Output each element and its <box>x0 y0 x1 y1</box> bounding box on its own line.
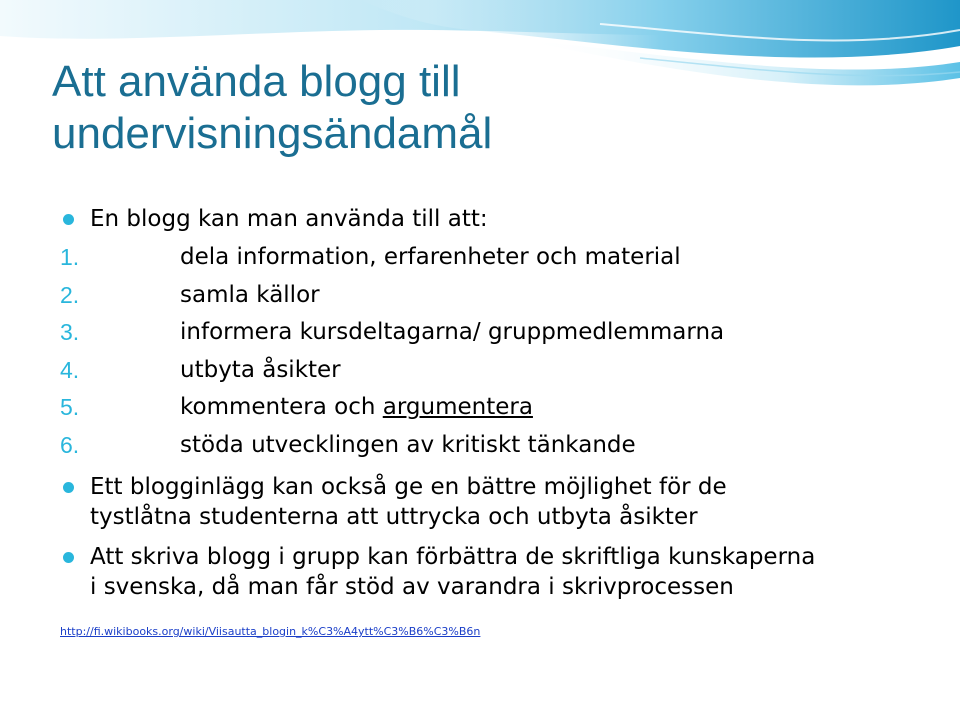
item-text: dela information, erfarenheter och material <box>180 244 681 270</box>
item-text-plain: kommentera och <box>180 394 383 421</box>
paragraph-bullet <box>60 472 920 533</box>
item-text: informera kursdeltagarna/ gruppmedlemmarna <box>180 319 725 346</box>
item-text <box>180 389 533 427</box>
paragraph-line-2: tystlåtna studenterna att uttrycka och utbyta åsikter <box>90 504 698 531</box>
list-item <box>60 389 920 427</box>
title-line-1: Att använda blogg till <box>52 57 461 106</box>
paragraph-line-1: Ett blogginlägg kan också ge en bättre möjlighet för de <box>90 473 727 500</box>
list-item <box>60 427 920 465</box>
item-text: utbyta åsikter <box>180 356 341 383</box>
item-text: samla källor <box>180 281 320 308</box>
paragraph-line-1: Att skriva blogg i grupp kan förbättra de skriftliga kunskaperna <box>90 543 816 570</box>
list-item <box>60 352 920 390</box>
bullet-dot-icon <box>63 214 74 225</box>
bullet-dot-icon <box>63 482 74 493</box>
item-number: 1. <box>60 244 80 270</box>
slide-content <box>60 204 920 603</box>
item-number: 6. <box>60 431 80 458</box>
item-text: stöda utvecklingen av kritiskt tänkande <box>180 431 636 458</box>
source-link[interactable]: http://fi.wikibooks.org/wiki/Viisautta_blogin_k%C3%A4ytt%C3%B6%C3%B6n <box>60 625 481 638</box>
list-item <box>60 277 920 315</box>
bullet-dot-icon <box>63 552 74 563</box>
paragraph-bullet <box>60 542 920 603</box>
paragraph-line-2: i svenska, då man får stöd av varandra i skrivprocessen <box>90 574 734 601</box>
item-number: 5. <box>60 394 80 421</box>
numbered-list <box>60 239 920 465</box>
item-number: 4. <box>60 356 80 383</box>
item-number: 2. <box>60 281 80 308</box>
intro-text: En blogg kan man använda till att: <box>90 206 488 232</box>
intro-bullet <box>60 204 920 234</box>
item-text-underlined: argumentera <box>382 394 533 421</box>
item-number: 3. <box>60 319 80 346</box>
list-item <box>60 239 920 277</box>
slide-title <box>52 56 912 160</box>
title-line-2: undervisningsändamål <box>52 109 493 158</box>
list-item <box>60 314 920 352</box>
